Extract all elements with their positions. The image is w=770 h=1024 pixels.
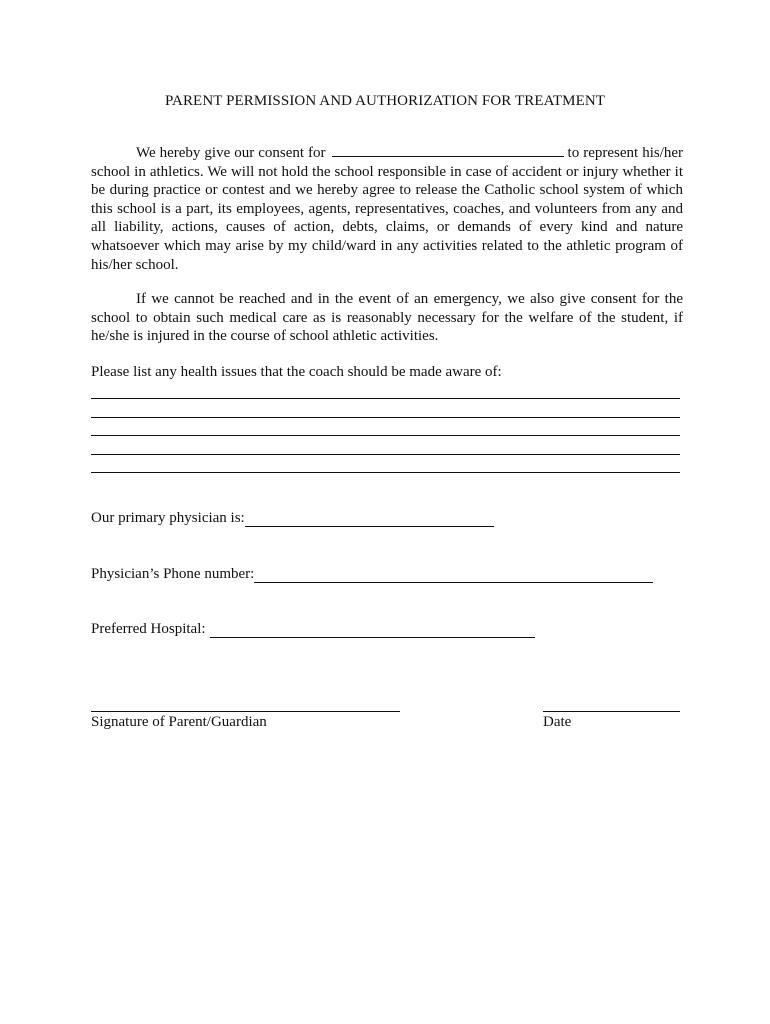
hospital-label: Preferred Hospital: — [91, 621, 206, 637]
health-issues-field[interactable] — [91, 398, 680, 491]
emergency-text: If we cannot be reached and in the event of an emergency, we also give consent for the school to obtain such medical care as is reasonably necessary for the welfare of the student, if he/she is injured in the course of school athletic activities. — [91, 291, 683, 345]
hospital-field[interactable] — [210, 623, 535, 638]
health-issues-line[interactable] — [91, 454, 680, 455]
health-issues-line[interactable] — [91, 417, 680, 418]
physician-label: Our primary physician is: — [91, 510, 245, 526]
consent-body-text: his/her school in athletics. We will not hold the school responsible in case of accident or injury whether it be during practice or contest and we hereby agree to release the Catholic school system of which this school is a part, its employees, agents, representatives, coaches, and volunteers from any and all liability, actions, causes of action, debts, claims, or demands of every kind and nature whatsoever which may arise by my child/ward in any activities related to the athletic program of his/her school. — [91, 145, 684, 273]
date-label: Date — [543, 714, 572, 730]
physician-field[interactable] — [245, 512, 494, 527]
phone-label: Physician’s Phone number: — [91, 566, 255, 582]
hospital-row — [91, 621, 535, 638]
health-issues-line[interactable] — [91, 435, 680, 436]
parent-signature-field[interactable] — [91, 711, 400, 712]
health-issues-line[interactable] — [91, 398, 680, 399]
document-title: PARENT PERMISSION AND AUTHORIZATION FOR TREATMENT — [164, 93, 606, 109]
consent-paragraph — [91, 143, 683, 274]
consent-lead-text: We hereby give our consent for — [136, 145, 326, 161]
phone-field[interactable] — [254, 568, 653, 583]
phone-row — [91, 566, 653, 583]
consent-tail-text: to represent — [567, 145, 639, 161]
date-field[interactable] — [543, 711, 680, 712]
health-issues-label: Please list any health issues that the coach should be made aware of: — [91, 364, 502, 380]
student-name-field[interactable] — [332, 143, 564, 157]
physician-row — [91, 510, 494, 527]
health-issues-line[interactable] — [91, 472, 680, 473]
emergency-paragraph — [91, 290, 683, 346]
parent-signature-label: Signature of Parent/Guardian — [91, 714, 267, 730]
